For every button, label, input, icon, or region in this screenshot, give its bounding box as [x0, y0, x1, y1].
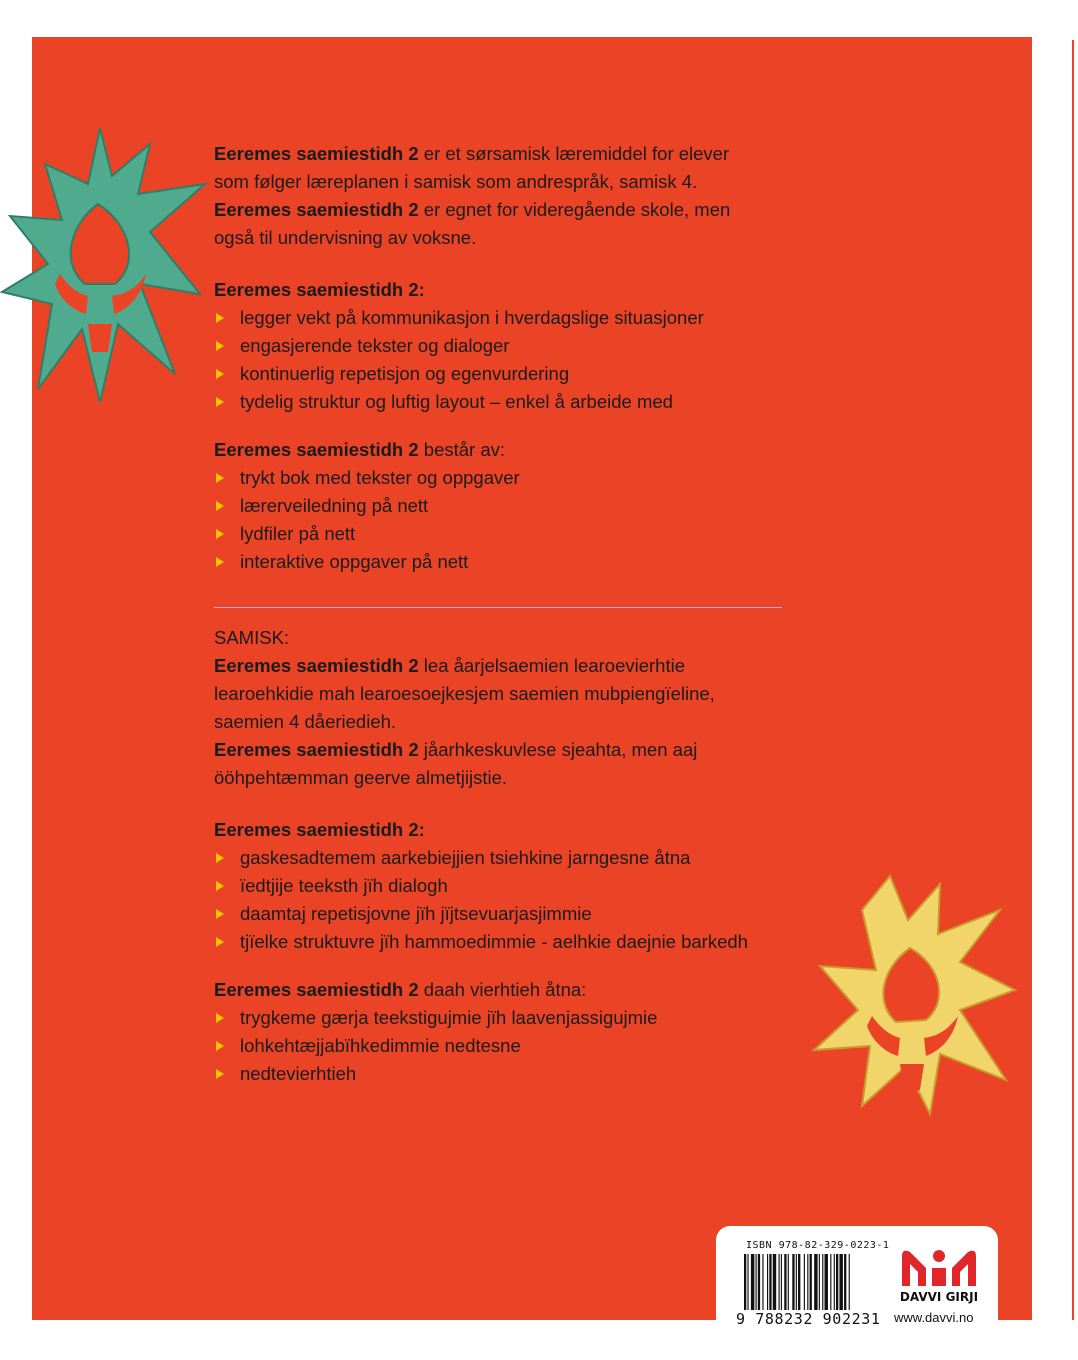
bullet-arrow-icon	[216, 557, 224, 567]
bullet-arrow-icon	[216, 881, 224, 891]
list-item: ïedtjije teeksth jïh dialogh	[214, 872, 814, 900]
intro-line: Eeremes saemiestidh 2 jåarhkeskuvlese sjeahta, men aaj	[214, 739, 698, 760]
green-star-icon	[0, 124, 215, 406]
list-item: trygkeme gærja teekstigujmie jïh laavenjassigujmie	[214, 1004, 814, 1032]
list-item: legger vekt på kommunikasjon i hverdagslige situasjoner	[214, 304, 794, 332]
bullet-arrow-icon	[216, 1041, 224, 1051]
bullet-arrow-icon	[216, 853, 224, 863]
list-item: engasjerende tekster og dialoger	[214, 332, 794, 360]
isbn-label: ISBN 978-82-329-0223-1	[746, 1240, 890, 1251]
norwegian-section	[214, 140, 794, 596]
samisk-features-heading: Eeremes saemiestidh 2:	[214, 819, 425, 840]
intro-line: ööhpehtæmman geerve almetjijstie.	[214, 767, 508, 788]
list-item: lydfiler på nett	[214, 520, 794, 548]
bullet-arrow-icon	[216, 369, 224, 379]
intro-line: som følger læreplanen i samisk som andrespråk, samisk 4.	[214, 171, 698, 192]
publisher-name: DAVVI GIRJI	[899, 1290, 979, 1304]
bullet-arrow-icon	[216, 397, 224, 407]
samisk-contents-heading: Eeremes saemiestidh 2 daah vierhtieh åtna:	[214, 979, 587, 1000]
barcode	[744, 1254, 884, 1312]
bullet-arrow-icon	[216, 529, 224, 539]
list-item: gaskesadtemem aarkebiejjien tsiehkine jarngesne åtna	[214, 844, 814, 872]
list-item: daamtaj repetisjovne jïh jïjtsevuarjasjimmie	[214, 900, 814, 928]
intro-paragraph	[214, 140, 794, 252]
intro-line: Eeremes saemiestidh 2 er et sørsamisk læremiddel for elever	[214, 143, 730, 164]
intro-line: learoehkidie mah learoesoejkesjem saemien mubpiengïeline,	[214, 683, 715, 704]
intro-line: Eeremes saemiestidh 2 er egnet for videregående skole, men	[214, 199, 731, 220]
bullet-arrow-icon	[216, 313, 224, 323]
contents-list	[214, 464, 794, 576]
features-list	[214, 304, 794, 416]
bullet-arrow-icon	[216, 937, 224, 947]
list-item: lærerveiledning på nett	[214, 492, 794, 520]
intro-line: Eeremes saemiestidh 2 lea åarjelsaemien learoevierhtie	[214, 655, 686, 676]
list-item: tjïelke struktuvre jïh hammoedimmie - aelhkie daejnie barkedh	[214, 928, 814, 956]
barcode-digits: 9 788232 902231	[736, 1310, 881, 1328]
yellow-star-icon	[810, 870, 1020, 1120]
samisk-features-list	[214, 844, 814, 956]
samisk-contents-list	[214, 1004, 814, 1088]
list-item: lohkehtæjjabïhkedimmie nedtesne	[214, 1032, 814, 1060]
section-divider	[214, 607, 782, 608]
samisk-intro-paragraph	[214, 652, 814, 792]
intro-line: også til undervisning av voksne.	[214, 227, 477, 248]
list-item: trykt bok med tekster og oppgaver	[214, 464, 794, 492]
list-item: nedtevierhtieh	[214, 1060, 814, 1088]
bullet-arrow-icon	[216, 1069, 224, 1079]
spine-edge	[1072, 40, 1074, 1320]
bullet-arrow-icon	[216, 501, 224, 511]
list-item: interaktive oppgaver på nett	[214, 548, 794, 576]
bullet-arrow-icon	[216, 473, 224, 483]
publisher-website: www.davvi.no	[894, 1310, 974, 1325]
bullet-arrow-icon	[216, 909, 224, 919]
davvi-girji-logo-icon	[896, 1246, 982, 1288]
samisk-section	[214, 624, 814, 1108]
features-heading: Eeremes saemiestidh 2:	[214, 279, 425, 300]
list-item: kontinuerlig repetisjon og egenvurdering	[214, 360, 794, 388]
samisk-label: SAMISK:	[214, 627, 290, 648]
list-item: tydelig struktur og luftig layout – enkel å arbeide med	[214, 388, 794, 416]
contents-heading: Eeremes saemiestidh 2 består av:	[214, 439, 506, 460]
bullet-arrow-icon	[216, 1013, 224, 1023]
intro-line: saemien 4 dåeriedieh.	[214, 711, 397, 732]
bullet-arrow-icon	[216, 341, 224, 351]
barcode-box	[716, 1226, 998, 1336]
